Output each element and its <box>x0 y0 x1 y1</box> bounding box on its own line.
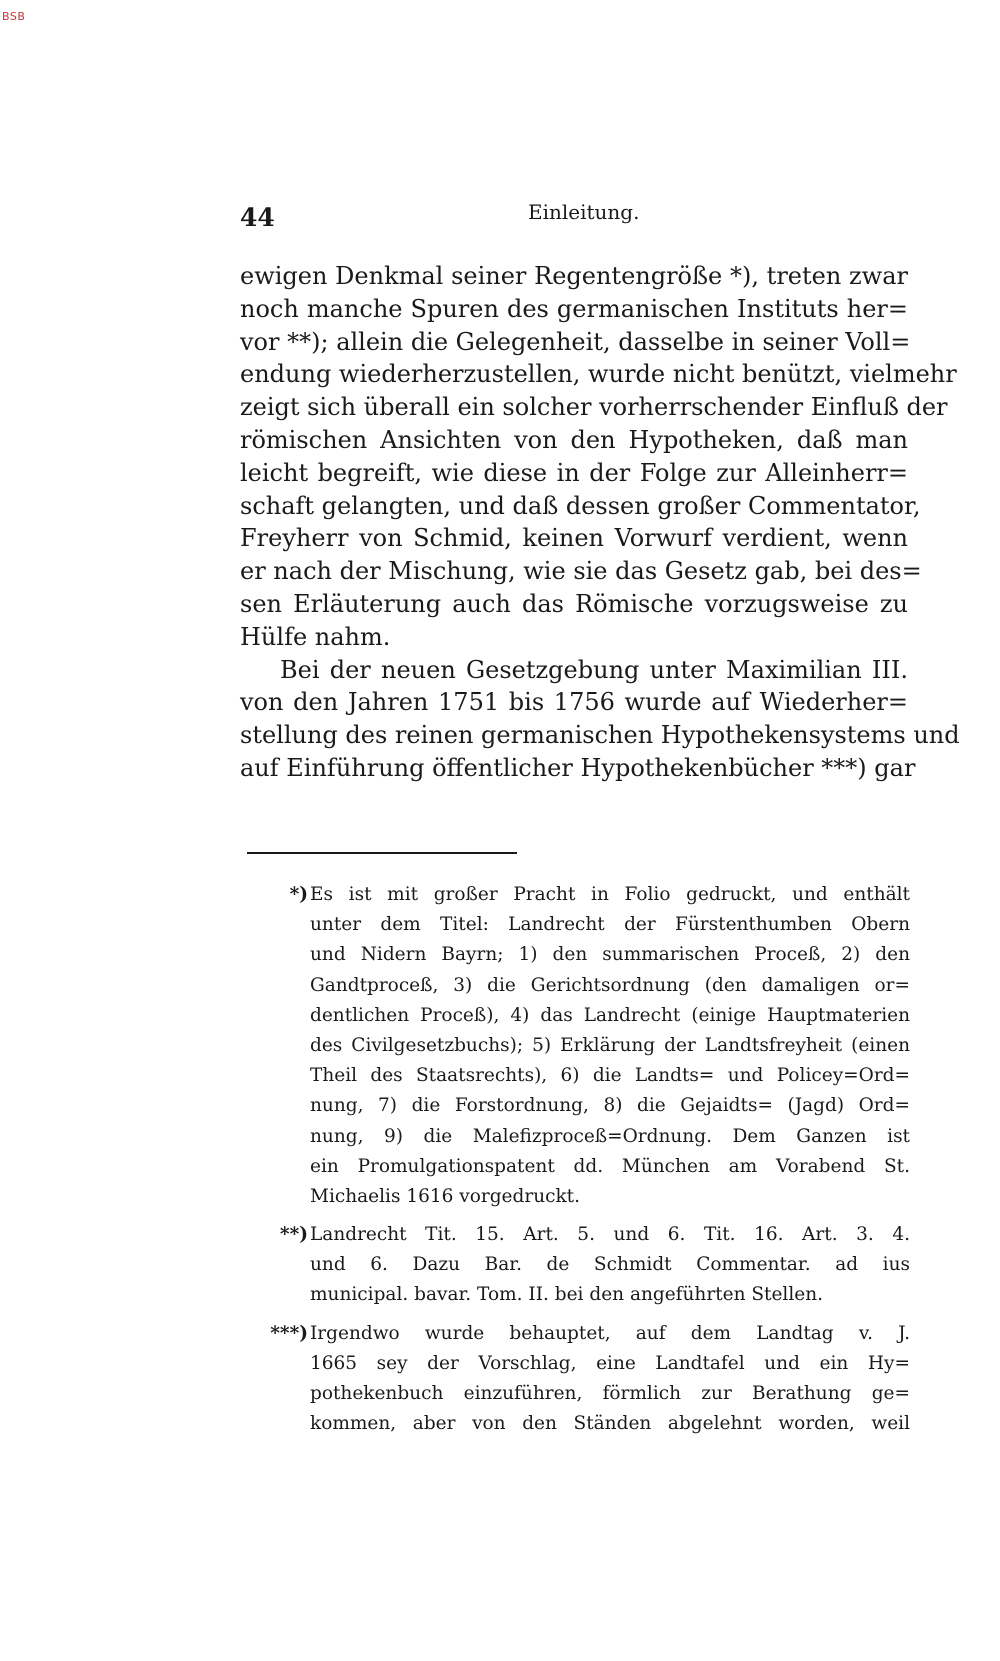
footnote-line: kommen, aber von den Ständen abgelehnt worden, weil <box>310 1413 910 1435</box>
footnote <box>262 1220 910 1311</box>
footnote-line: unter dem Titel: Landrecht der Fürstenthumben Obern <box>310 914 910 936</box>
body-line: römischen Ansichten von den Hypotheken, daß man <box>240 425 908 454</box>
body-line: auf Einführung öffentlicher Hypothekenbücher ***) gar <box>240 753 916 782</box>
footnote-line: nung, 9) die Malefizproceß=Ordnung. Dem Ganzen ist <box>310 1125 910 1147</box>
running-title: Einleitung. <box>528 200 640 224</box>
footnote-line: 1665 sey der Vorschlag, eine Landtafel und ein Hy= <box>310 1352 910 1374</box>
footnote-line: Landrecht Tit. 15. Art. 5. und 6. Tit. 16. Art. 3. 4. <box>310 1224 910 1246</box>
footnote-line: Es ist mit großer Pracht in Folio gedruckt, und enthält <box>310 884 910 905</box>
body-line: noch manche Spuren des germanischen Instituts her= <box>240 294 908 323</box>
footnote-line: Michaelis 1616 vorgedruckt. <box>310 1185 580 1207</box>
body-line: Freyherr von Schmid, keinen Vorwurf verdient, wenn <box>240 524 908 553</box>
body-line: Bei der neuen Gesetzgebung unter Maximilian III. <box>280 655 908 684</box>
body-line: von den Jahren 1751 bis 1756 wurde auf Wiederher= <box>240 688 908 717</box>
footnote-line: pothekenbuch einzuführen, förmlich zur Berathung ge= <box>310 1383 910 1404</box>
footnote-line: ein Promulgationspatent dd. München am Vorabend St. <box>310 1155 910 1177</box>
footnote-line: nung, 7) die Forstordnung, 8) die Gejaidts= (Jagd) Ord= <box>310 1095 910 1117</box>
body-line: ewigen Denkmal seiner Regentengröße *), treten zwar <box>240 262 908 290</box>
body-line: vor **); allein die Gelegenheit, dasselbe in seiner Voll= <box>240 327 911 356</box>
footnote-line: dentlichen Proceß), 4) das Landrecht (einige Hauptmaterien <box>310 1004 910 1026</box>
page-number: 44 <box>240 203 275 232</box>
footnote-separator <box>247 852 517 854</box>
body-line: sen Erläuterung auch das Römische vorzugsweise zu <box>240 589 908 618</box>
footnote-line: Theil des Staatsrechts), 6) die Landts= und Policey=Ord= <box>310 1065 910 1087</box>
footnote <box>262 1319 910 1440</box>
footnote-line: Gandtproceß, 3) die Gerichtsordnung (den damaligen or= <box>310 974 910 996</box>
body-line: stellung des reinen germanischen Hypothekensystems und <box>240 721 960 750</box>
body-line: endung wiederherzustellen, wurde nicht benützt, vielmehr <box>240 360 957 389</box>
footnote-line: des Civilgesetzbuchs); 5) Erklärung der Landtsfreyheit (einen <box>310 1034 910 1056</box>
body-line: leicht begreift, wie diese in der Folge zur Alleinherr= <box>240 458 908 487</box>
footnote-line: und 6. Dazu Bar. de Schmidt Commentar. ad ius <box>310 1254 910 1276</box>
body-line: schaft gelangten, und daß dessen großer Commentator, <box>240 491 921 520</box>
footnote-line: municipal. bavar. Tom. II. bei den angeführten Stellen. <box>310 1284 824 1306</box>
footnote-mark: **) <box>279 1224 308 1246</box>
body-text <box>240 260 960 785</box>
footnote-mark: ***) <box>270 1322 308 1344</box>
footnote-line: und Nidern Bayrn; 1) den summarischen Proceß, 2) den <box>310 944 910 966</box>
body-line: er nach der Mischung, wie sie das Gesetz gab, bei des= <box>240 557 922 586</box>
body-line: Hülfe nahm. <box>240 622 391 651</box>
footnote <box>262 880 910 1212</box>
footnotes <box>262 880 910 1439</box>
body-line: zeigt sich überall ein solcher vorherrschender Einfluß der <box>240 393 948 422</box>
footnote-line: Irgendwo wurde behauptet, auf dem Landtag v. J. <box>310 1322 910 1344</box>
library-watermark: BSB <box>2 10 26 23</box>
footnote-mark: *) <box>289 884 308 905</box>
